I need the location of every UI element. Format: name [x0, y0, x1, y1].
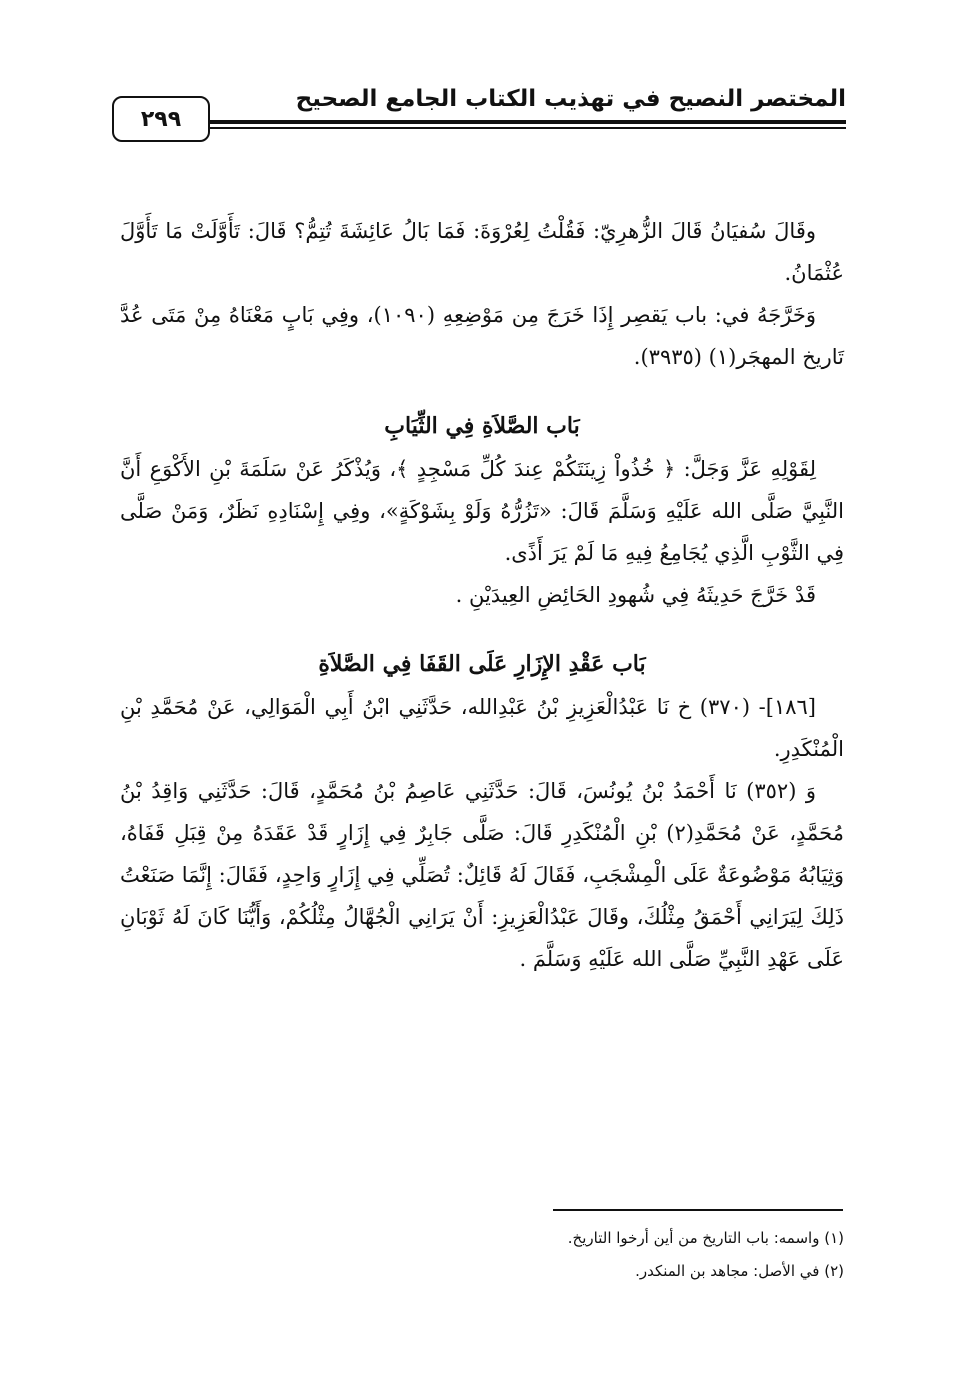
- page-number-box: [112, 96, 210, 142]
- page-number: ٢٩٩: [140, 106, 182, 132]
- book-title: المختصر النصيح في تهذيب الكتاب الجامع الصحيح: [295, 86, 846, 112]
- main-text: [120, 210, 844, 980]
- footnote-separator: [553, 1209, 843, 1211]
- paragraph-hadith-352: وَ (٣٥٢) نَا أَحْمَدُ بْنُ يُونُسَ، قَالَ: حَدَّثَنِي عَاصِمُ بْنُ مُحَمَّدٍ، قَالَ: حَدَّثَنِي وَاقِدُ بْنُ مُحَمَّدٍ، عَنْ مُحَمَّدِ(٢) بْنِ الْمُنْكَدِرِ قَالَ: صَلَّى جَابِرٌ فِي إِزَارٍ قَدْ عَقَدَهُ مِنْ قِبَلِ قَفَاهُ، وَثِيَابُهُ مَوْضُوعَةٌ عَلَى الْمِشْجَبِ، فَقَالَ لَهُ قَائِلٌ: تُصَلِّي فِي إِزَارٍ وَاحِدٍ، فَقَالَ: إِنَّمَا صَنَعْتُ ذَلِكَ لِيَرَانِي أَحْمَقُ مِثْلُكَ، وقَالَ عَبْدُالْعَزِيزِ: أَنْ يَرَانِي الْجُهَّالُ مِثْلُكُمْ، وَأَيُّنَا كَانَ لَهُ ثَوْبَانِ عَلَى عَهْدِ النَّبِيِّ صَلَّى الله عَلَيْهِ وَسَلَّمَ .: [120, 779, 844, 971]
- header-rule-thick: [210, 120, 846, 124]
- footnotes: [344, 1222, 844, 1288]
- footnote-1: (١) واسمه: باب التاريخ من أين أرخوا التاريخ.: [567, 1229, 844, 1247]
- header-rule-thin: [210, 127, 846, 129]
- chapter-heading-izar: بَاب عَقْدِ الإِزَارِ عَلَى القَفَا فِي الصَّلاَةِ: [318, 651, 646, 677]
- chapter-heading-prayer-clothes: بَاب الصَّلاَةِ فِي الثِّيَابِ: [384, 413, 580, 439]
- paragraph-zuhri: وقَالَ سُفيَانُ قَالَ الزُّهرِيّ: فَقُلْتُ لِعُرْوَةَ: فَمَا بَالُ عَائِشَةَ تُتِمُّ؟ قَالَ: تَأَوَّلَتْ مَا تَأَوَّلَ عُثْمَانُ.: [120, 219, 844, 285]
- paragraph-hadith-186: [١٨٦]- (٣٧٠) خ نَا عَبْدُالْعَزِيزِ بْنُ عَبْدِالله، حَدَّثَنِي ابْنُ أَبِي الْمَوَالِي، عَنْ مُحَمَّدِ بْنِ الْمُنْكَدِرِ.: [120, 695, 844, 761]
- paragraph-verse: لِقَوْلِهِ عَزَّ وَجَلَّ: ﴿ خُذُواْ زِينَتَكُمْ عِندَ كُلِّ مَسْجِدٍ ﴾، وَيُذْكَرُ عَنْ سَلَمَةَ بْنِ الأَكْوَعِ أَنَّ النَّبِيَّ صَلَّى الله عَلَيْهِ وَسَلَّمَ قَالَ: «تَزُرُّهُ وَلَوْ بِشَوْكَةٍ»، وفِي إِسْنَادِهِ نَظَرٌ، وَمَنْ صَلَّى فِي الثَّوْبِ الَّذِي يُجَامِعُ فِيهِ مَا لَمْ يَرَ أَذًى.: [120, 457, 844, 565]
- footnote-2: (٢) في الأصل: مجاهد بن المنكدر.: [635, 1262, 844, 1280]
- paragraph-hadith-ref: قَدْ خَرَّجَ حَدِيثَهُ فِي شُهودِ الحَائِضِ العِيدَيْنِ .: [455, 583, 816, 607]
- page-header: [112, 82, 846, 154]
- paragraph-takhrij: وَخَرَّجَهُ في: باب يَقصِر إِذَا خَرَجَ مِن مَوْضِعِهِ (١٠٩٠)، وفِي بَابٍ مَعْنَاهُ مِنْ مَتَى عُدَّ تَاريخ المهجَر(١) (٣٩٣٥).: [120, 303, 844, 369]
